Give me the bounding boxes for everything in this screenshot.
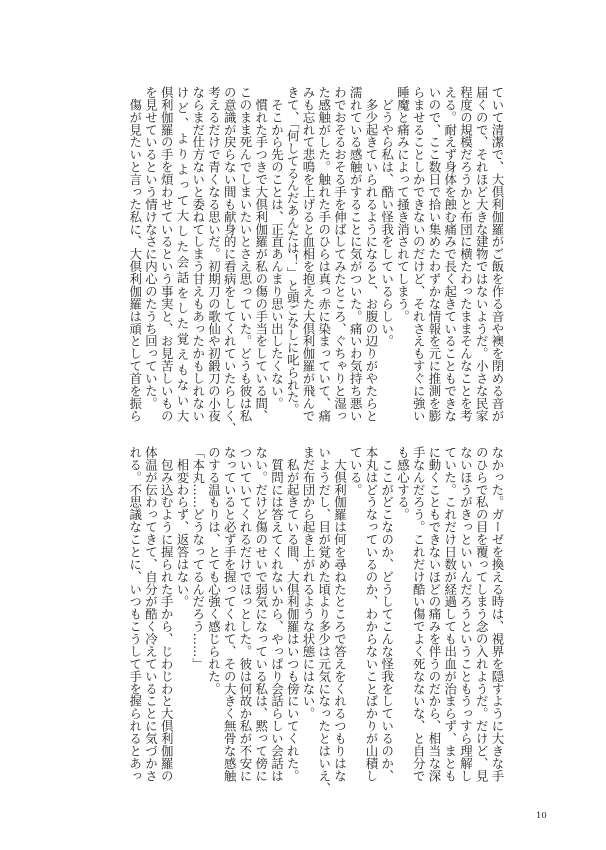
lower-tier-line: ここがどこなのか、どうしてこんな怪我をしているのか、: [379, 446, 395, 782]
lower-text-tier: [127, 446, 505, 795]
upper-tier-line: わでおそるおそる手を伸ばしてみたところ、ぐちゃりと湿っ: [332, 86, 348, 422]
upper-tier-line: このまま死んでしまいたいとさえ思っていた。どうも彼は私: [238, 86, 253, 422]
lower-tier-line: のひらで私の目を覆ってしまう念の入れようだ。だけど、見: [474, 446, 490, 782]
upper-tier-line: きて、「何してるんだあんたは！」と頭ごなしに叱られた。: [285, 86, 301, 416]
upper-tier-line: ていて清潔で、大倶利伽羅がご飯を作る音や襖を閉める音が: [490, 86, 505, 422]
upper-tier-line: の意識が戻らない間も献身的に看病をしてくれていたらしく、: [222, 86, 238, 435]
upper-tier-line: 届くので、それほど大きな建物ではないようだ。小さな民家: [474, 86, 490, 422]
upper-tier-line: そこから先のことは、正直あんまり思い出したくない。: [269, 86, 285, 410]
lower-tier-line: ている。: [348, 446, 364, 496]
upper-tier-line: らませることしかできないのだけど、それさえもすぐに強い: [411, 86, 427, 422]
upper-tier-line: みも忘れて悲鳴を上げると血相を抱えた大倶利伽羅が飛んで: [301, 86, 316, 422]
lower-tier-line: いようだし、目が覚めた頃より多少は元気になったとはいえ、: [316, 446, 332, 795]
lower-tier-line: 相変わらず、返答はない。: [175, 446, 190, 608]
lower-tier-line: れる。不思議なことに、いつもこうして手を握られるとあっ: [127, 446, 143, 782]
lower-tier-line: 大倶利伽羅は何を尋ねたところで答えをくれるつもりはな: [332, 446, 348, 782]
lower-tier-line: のする温もりは、とても心強く感じられた。: [206, 446, 222, 695]
lower-tier-line: ないほうがきっといいんだろうということもうっすら理解し: [458, 446, 474, 782]
lower-tier-line: ない。だけど傷のせいで弱気になっている私は、黙って傍に: [253, 446, 269, 782]
upper-tier-line: 倶利伽羅の手を煩わせているという事実と、お見苦しいもの: [159, 86, 175, 422]
upper-tier-line: ならまだ仕方ないと委ねてしまう甘えもあったかもしれない: [190, 86, 206, 422]
lower-tier-line: 手なんだろう。これだけ酷い傷でよく死なないな、と自分で: [411, 446, 427, 782]
upper-tier-line: 多少起きていられるようになると、お腹の辺りがやたらと: [364, 86, 379, 422]
lower-tier-line: なかった。ガーゼを換える時は、視界を隠すように大きな手: [490, 446, 505, 782]
upper-tier-line: える。耐えず身体を蝕む痛みで長く起きていることもできな: [442, 86, 458, 422]
upper-tier-line: 慣れた手つきで大倶利伽羅が私の傷の手当をしている間、: [253, 86, 269, 422]
lower-tier-line: ていた。これだけ日数が経過しても出血が治まらず、まとも: [442, 446, 458, 782]
upper-tier-line: どうやら私は、酷い怪我をしているらしい。: [379, 86, 395, 348]
upper-tier-line: 傷が見たいと言った私に、大倶利伽羅は頑として首を振ら: [127, 86, 143, 422]
upper-tier-line: 睡魔と痛みによって掻き消されてしまう。: [395, 86, 411, 323]
lower-tier-line: 質問には答えてくれないから、やっぱり会話らしい会話は: [269, 446, 285, 782]
lower-tier-line: も感心する。: [395, 446, 411, 521]
lower-tier-line: なっていると必ず手を握ってくれて、その大きく無骨な感触: [222, 446, 238, 782]
upper-tier-line: を見せているという情けなさに内心のたうち回っていた。: [143, 86, 159, 410]
upper-tier-line: 濡れている感触がすることに気がついた。痛いわ気持ち悪い: [348, 86, 364, 422]
lower-tier-line: 「本丸……どうなってるんだろう……」: [190, 446, 206, 670]
lower-tier-line: ついていてくれるだけでほっとした。彼は何故か私が不安に: [238, 446, 253, 782]
page-number: 10: [536, 811, 547, 821]
lower-tier-line: 包み込むように握られた手から、じわじわと大倶利伽羅の: [159, 446, 175, 782]
upper-tier-line: いので、ここ数日で拾い集めたわずかな情報を元に推測を膨: [427, 86, 442, 422]
upper-tier-line: 考えるだけで青くなる思いだ。初期刀の歌仙や初鍛刀の小夜: [206, 86, 222, 422]
lower-tier-line: に動くこともできないほどの痛みを伴うのだから、相当な深: [427, 446, 442, 782]
upper-tier-line: 程度の規模だろうかと布団に横たわったままそんなことを考: [458, 86, 474, 422]
upper-text-tier: [127, 86, 505, 435]
upper-tier-line: た感触がした。触れた手のひらは真っ赤に染まっていて、痛: [316, 86, 332, 422]
lower-tier-line: 本丸はどうなっているのか、わからないことばかりが山積し: [364, 446, 379, 782]
lower-tier-line: まだ布団から起き上がれるような状態にはない。: [301, 446, 316, 720]
lower-tier-line: 私が起きている間、大倶利伽羅はいつも傍にいてくれた。: [285, 446, 301, 782]
lower-tier-line: 体温が伝わってきて、自分が酷く冷えていることに気づかさ: [143, 446, 159, 782]
upper-tier-line: けど、よりよって大した会話をした覚えもない大: [175, 86, 190, 426]
